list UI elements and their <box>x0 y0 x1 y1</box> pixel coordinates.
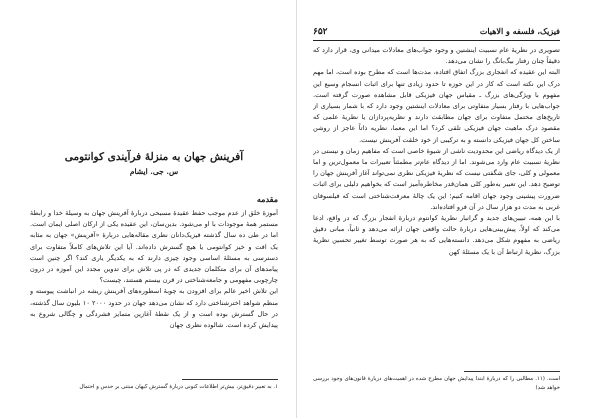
paragraph: تصویری در نظریهٔ عام نسبیت اینشتین و وجود جواب‌های معادلات میدانی وی، قرار دارد که دقیقاً چنان رفتار بیگ‌بانگ را نشان می‌دهد. <box>313 46 560 66</box>
right-body-text <box>313 45 560 345</box>
right-page <box>296 0 592 418</box>
section-heading: مقدمه <box>256 194 278 204</box>
author-name: س. جی. ایشام <box>129 167 179 176</box>
footnote: است. (۱۱. مطالبی را که دربارهٔ ابتدا پیدایش جهان مطرح شده در اهمیت‌های دربارهٔ قانون‌های وجود بررسی خواهد شد) <box>313 376 560 391</box>
paragraph: البته این عقیده که انفجاری بزرگ اتفاق افتاده، مدت‌ها است که مطرح بوده است، اما مهم درک این نکته است که کار در این حوزه تا حدود زیادی تنها برای اثبات انسجام وسیع این مفهوم با ویژگی‌های بزرگ ـ مقیاس جهان فیزیکی قابل مشاهده صورت گرفته است. جواب‌هایی با رفتار بسیار متفاوتی برای معادلات اینشتین وجود دارد که با شمار بسیاری از تاریخ‌های محتمل متفاوت برای جهان مطابقت دارند و نظریه‌پردازان یا نظریهٔ علمی که مقصود درک ماهیت جهان فیزیکی تلقی کرد؟ اما این معما، نظریه ذاتاً عاجز از روشن ساختن کل جهان فیزیکی دانسته و به ترکیبی از خود خلقت آفرینش نیست. <box>313 68 560 144</box>
footnote-divider <box>182 379 278 380</box>
page-number: ۶۵۲ <box>313 27 328 37</box>
chapter-title: آفرینش جهان به منزلهٔ فرآیندی کوانتومی <box>64 151 244 163</box>
paragraph: با این همه، تبیین‌های جدید و گرانبار نظریهٔ کوانتوم دربارهٔ انفجار بزرگ که در واقع، ادعا می‌کند که اولاً، پیش‌بینی‌هایی دربارهٔ حالت واقعی جهان ارائه می‌دهد و ثانیاً، مبانی دقیق ریاضی به مفهوم شکل می‌دهد. دانسته‌هایی که به هر صورت توسط تغییر تحسین نظریهٔ بزرگ، نظریهٔ ارتباط آن با یک مسئلهٔ کهن <box>313 214 560 256</box>
footnotes <box>313 363 560 392</box>
paragraph: آموزهٔ خلق از عدم موجب حفظ عقیدهٔ مسیحی دربارهٔ آفرینش جهان به وسیلهٔ خدا و رابطهٔ مستمر همهٔ موجودات با او می‌شود. بدین‌سان، این عقیده یکی از ارکان اصلی ایمان است. اما در طی ده سال گذشته فیزیک‌دانان نظری مقاله‌هایی دربارهٔ «آفرینش» جهان به مثابه یک افت و خیز کوانتومی یا هیچ گسترش داده‌اند. آیا این تلاش‌های کاملاً متفاوت برای دسترسی به مسئلهٔ اساسی وجود چیزی دارند که به یکدیگر یاری کند؟ اگر چنین است پیامدهای آن برای متکلمان جدیدی که در پی تلاش برای تدوین مجدد این آموزه در درون چارچوبی مفهومی و جامعه‌شناختی در قرن بیستم هستند، چیست؟ <box>30 209 278 285</box>
footnote: ۱. به تعبیر دقیق‌تر، بیش‌تر اطلاعات کنونی دربارهٔ گسترش کیهان مبتنی بر حدس و احتمال <box>79 383 278 390</box>
paragraph: از یک دیدگاه ریاضی این محدودیت ناشی از شیوهٔ خاصی است که مفاهیم زمان و نیستی در نظریهٔ نسبیت عام وارد می‌شوند. اما از دیدگاه عام‌تر مطمئناً تعبیرات ما معمول‌ترین و اما معمولی و کلی، جای شگفتی نیست که نظریهٔ فیزیکی نظری نمی‌تواند آغاز آفرینش جهان را توضیح دهد. این تعبیر به‌طور کلی همان‌قدر مخاطره‌آمیز است که بخواهیم دلیلی برای اثبات ضرورت پیشینی وجود جهان اقامه کنیم؛ این یک چالهٔ معرفت‌شناختی است که فیلسوفان غربی به مدت دو هزار سال در آن فرو افتاده‌اند. <box>313 146 560 211</box>
footnotes <box>30 371 278 392</box>
footnote-divider <box>464 371 560 372</box>
paragraph: این تلاش اخیر عالم برای افزودن به چوبهٔ اسطوره‌های آفرینش ریشه در انباشت پیوسته و منظم شواهد اخترشناختی دارد که نشان می‌دهد جهان در حدود ۲۰۰۰ ۱۰ بلیون سال گذشته، در حال گسترش بوده است و از یک نقطهٔ آغازین متمایز فشردگی و چگالی شروع به پیدایش کرده است. شالوده نظری جهان <box>30 287 278 330</box>
running-header <box>313 26 560 41</box>
header-title: فیزیک، فلسفه و الاهیات <box>479 26 560 36</box>
